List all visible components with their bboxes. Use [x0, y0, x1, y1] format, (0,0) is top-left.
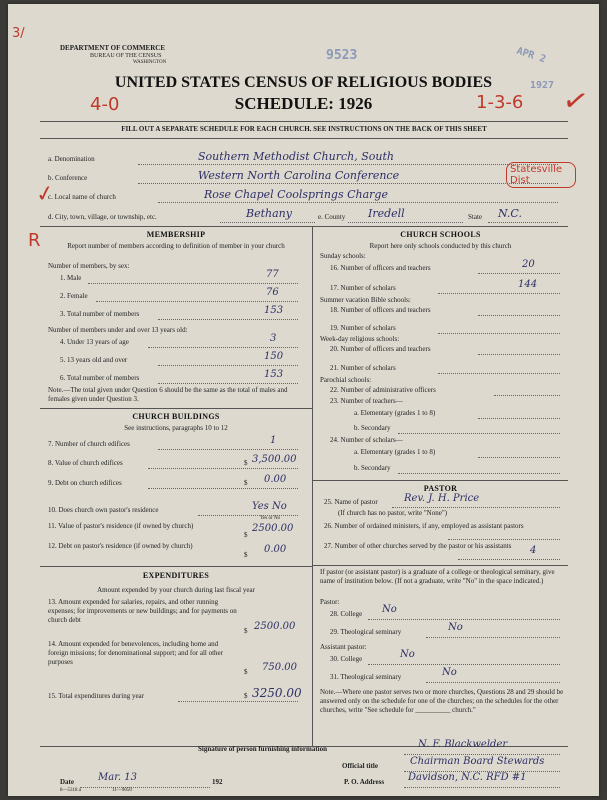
local-name-label: c. Local name of church [48, 193, 116, 201]
q16-value: 20 [522, 259, 535, 270]
signature-value: N. F. Blackwelder [418, 739, 508, 750]
sunday-label: Sunday schools: [320, 252, 366, 260]
q10-label: 10. Does church own pastor's residence [48, 506, 159, 514]
q7-label: 7. Number of church edifices [48, 440, 130, 448]
local-name-value: Rose Chapel Coolsprings Charge [204, 188, 388, 201]
census-schedule-form [8, 4, 599, 796]
pastor-note: Note.—Where one pastor serves two or more churches, Questions 28 and 29 should be answered only on the schedule for one of the churches; on the schedules for the other churches, write "See schedule for __________ church." [320, 688, 564, 714]
date-year: 192 [212, 778, 223, 786]
q4-value: 3 [270, 333, 277, 344]
dollar-sign: $ [244, 627, 248, 635]
q17-value: 144 [518, 279, 538, 290]
q23a-label: a. Elementary (grades 1 to 8) [354, 409, 436, 417]
signature-label: Signature of person furnishing information [198, 745, 327, 753]
red-check-icon: ✓ [33, 180, 57, 209]
age-label: Number of members under and over 13 years old: [48, 326, 188, 334]
buildings-title: CHURCH BUILDINGS [132, 412, 220, 421]
dollar-sign: $ [244, 459, 248, 467]
schools-title: CHURCH SCHOOLS [400, 230, 481, 239]
pastor-heading: Pastor: [320, 598, 340, 606]
print-code: 11—9050 [112, 788, 132, 793]
q24-label: 24. Number of scholars— [330, 436, 403, 444]
q18-label: 18. Number of officers and teachers [330, 306, 431, 314]
q27-label: 27. Number of other churches served by the pastor or his assistants [324, 542, 512, 550]
q10-value: Yes No [252, 501, 287, 512]
q9-value: 0.00 [264, 474, 287, 485]
q16-label: 16. Number of officers and teachers [330, 264, 431, 272]
q10-sub: Yes or No [260, 516, 281, 521]
parochial-label: Parochial schools: [320, 376, 372, 384]
q8-value: 3,500.00 [252, 454, 297, 465]
city-town-label: d. City, town, village, or township, etc. [48, 213, 157, 221]
q7-value: 1 [270, 435, 277, 446]
date-value: Mar. 13 [98, 772, 137, 783]
q23b-label: b. Secondary [354, 424, 391, 432]
q28-value: No [382, 604, 397, 615]
state-value: N.C. [498, 207, 522, 220]
q30-value: No [400, 649, 415, 660]
expenditures-title: EXPENDITURES [142, 571, 210, 580]
q6-value: 153 [264, 369, 284, 380]
membership-title: MEMBERSHIP [146, 230, 206, 239]
q2-label: 2. Female [60, 292, 88, 300]
q21-label: 21. Number of scholars [330, 364, 396, 372]
by-sex-label: Number of members, by sex: [48, 262, 130, 270]
check-mark-icon: ✓ [559, 81, 592, 122]
summer-label: Summer vacation Bible schools: [320, 296, 411, 304]
dollar-sign: $ [244, 479, 248, 487]
official-title-value: Chairman Board Stewards [410, 756, 545, 767]
q25-label: 25. Name of pastor [324, 498, 378, 506]
official-title-label: Official title [342, 762, 378, 770]
q24a-label: a. Elementary (grades 1 to 8) [354, 448, 436, 456]
county-value: Iredell [368, 207, 405, 220]
weekday-label: Week-day religious schools: [320, 335, 400, 343]
q5-value: 150 [264, 351, 284, 362]
q27-value: 4 [530, 545, 537, 556]
q2-value: 76 [266, 287, 279, 298]
dollar-sign: $ [244, 551, 248, 559]
q15-value: 3250.00 [252, 686, 302, 700]
fill-instruction: FILL OUT A SEPARATE SCHEDULE FOR EACH CHURCH. SEE INSTRUCTIONS ON THE BACK OF THIS SHEET [121, 125, 487, 133]
form-number: 8—5318 a [60, 788, 81, 793]
expenditures-subtitle: Amount expended by your church during last fiscal year [97, 586, 255, 594]
q15-label: 15. Total expenditures during year [48, 692, 144, 700]
denomination-label: a. Denomination [48, 155, 95, 163]
q31-value: No [442, 667, 457, 678]
po-address-value: Davidson, N.C. RFD #1 [408, 772, 527, 783]
membership-note: Note.—The total given under Question 6 should be the same as the total of males and females given under Question 3. [48, 386, 288, 403]
asst-heading: Assistant pastor: [320, 643, 367, 651]
q3-value: 153 [264, 305, 284, 316]
year-stamp: 1927 [530, 80, 555, 91]
q29-value: No [448, 622, 463, 633]
conference-label: b. Conference [48, 174, 88, 182]
q25-value: Rev. J. H. Price [404, 493, 480, 504]
dollar-sign: $ [244, 668, 248, 676]
q29-label: 29. Theological seminary [330, 628, 402, 636]
red-mark-left: 4-0 [90, 94, 120, 115]
q14-value: 750.00 [262, 662, 297, 673]
city-label: WASHINGTON [133, 60, 167, 65]
q9-label: 9. Debt on church edifices [48, 479, 122, 487]
date-stamp: APR 2 [515, 45, 548, 66]
county-label: e. County [318, 213, 346, 221]
q24b-label: b. Secondary [354, 464, 391, 472]
corner-mark: 3/ [12, 26, 25, 41]
dept-label: DEPARTMENT OF COMMERCE [60, 44, 166, 52]
q5-label: 5. 13 years old and over [60, 356, 128, 364]
q11-label: 11. Value of pastor's residence (if owned by church) [48, 522, 194, 530]
membership-subtitle: Report number of members according to definition of member in your church [67, 242, 285, 250]
q26-label: 26. Number of ordained ministers, if any, employed as assistant pastors [324, 522, 524, 530]
q12-value: 0.00 [264, 544, 287, 555]
denomination-value: Southern Methodist Church, South [198, 150, 394, 163]
conference-note: Statesville Dist [506, 162, 576, 188]
buildings-subtitle: See instructions, paragraphs 10 to 12 [124, 424, 228, 432]
q13-value: 2500.00 [254, 621, 296, 632]
red-r-mark: R [28, 230, 41, 251]
dollar-sign: $ [244, 692, 248, 700]
q6-label: 6. Total number of members [60, 374, 140, 382]
q28-label: 28. College [330, 610, 363, 618]
q31-label: 31. Theological seminary [330, 673, 402, 681]
q13-label: 13. Amount expended for salaries, repairs, and other running expenses; for improvements or new buildings; and for payments on church debt [48, 598, 237, 624]
q12-label: 12. Debt on pastor's residence (if owned by church) [48, 542, 193, 550]
q19-label: 19. Number of scholars [330, 324, 396, 332]
q25-note: (If church has no pastor, write "None") [338, 509, 448, 517]
dollar-sign: $ [244, 531, 248, 539]
po-address-label: P. O. Address [344, 778, 385, 786]
schedule-title: SCHEDULE: 1926 [234, 94, 373, 113]
red-mark-right: 1-3-6 [476, 92, 524, 113]
serial-stamp: 9523 [326, 48, 358, 63]
q22-label: 22. Number of administrative officers [330, 386, 436, 394]
city-town-value: Bethany [246, 207, 292, 220]
form-title: UNITED STATES CENSUS OF RELIGIOUS BODIES [114, 74, 493, 91]
schools-subtitle: Report here only schools conducted by this church [369, 242, 512, 250]
date-label: Date [60, 778, 74, 786]
q11-value: 2500.00 [252, 523, 294, 534]
graduate-note: If pastor (or assistant pastor) is a graduate of a college or theological seminary, give name of institution below. (If not a graduate, write "No" in the space indicated.) [320, 568, 555, 585]
pastor-title: PASTOR [423, 484, 458, 493]
q3-label: 3. Total number of members [60, 310, 140, 318]
q17-label: 17. Number of scholars [330, 284, 396, 292]
state-label: State [468, 213, 482, 221]
q4-label: 4. Under 13 years of age [60, 338, 129, 346]
q14-label: 14. Amount expended for benevolences, including home and foreign missions; for denominational support; and for all other purposes [48, 640, 223, 666]
q8-label: 8. Value of church edifices [48, 459, 123, 467]
q1-label: 1. Male [60, 274, 82, 282]
bureau-label: BUREAU OF THE CENSUS [90, 53, 162, 59]
q1-value: 77 [266, 269, 279, 280]
conference-value: Western North Carolina Conference [198, 169, 400, 182]
q23-label: 23. Number of teachers— [330, 397, 403, 405]
q30-label: 30. College [330, 655, 363, 663]
q20-label: 20. Number of officers and teachers [330, 345, 431, 353]
